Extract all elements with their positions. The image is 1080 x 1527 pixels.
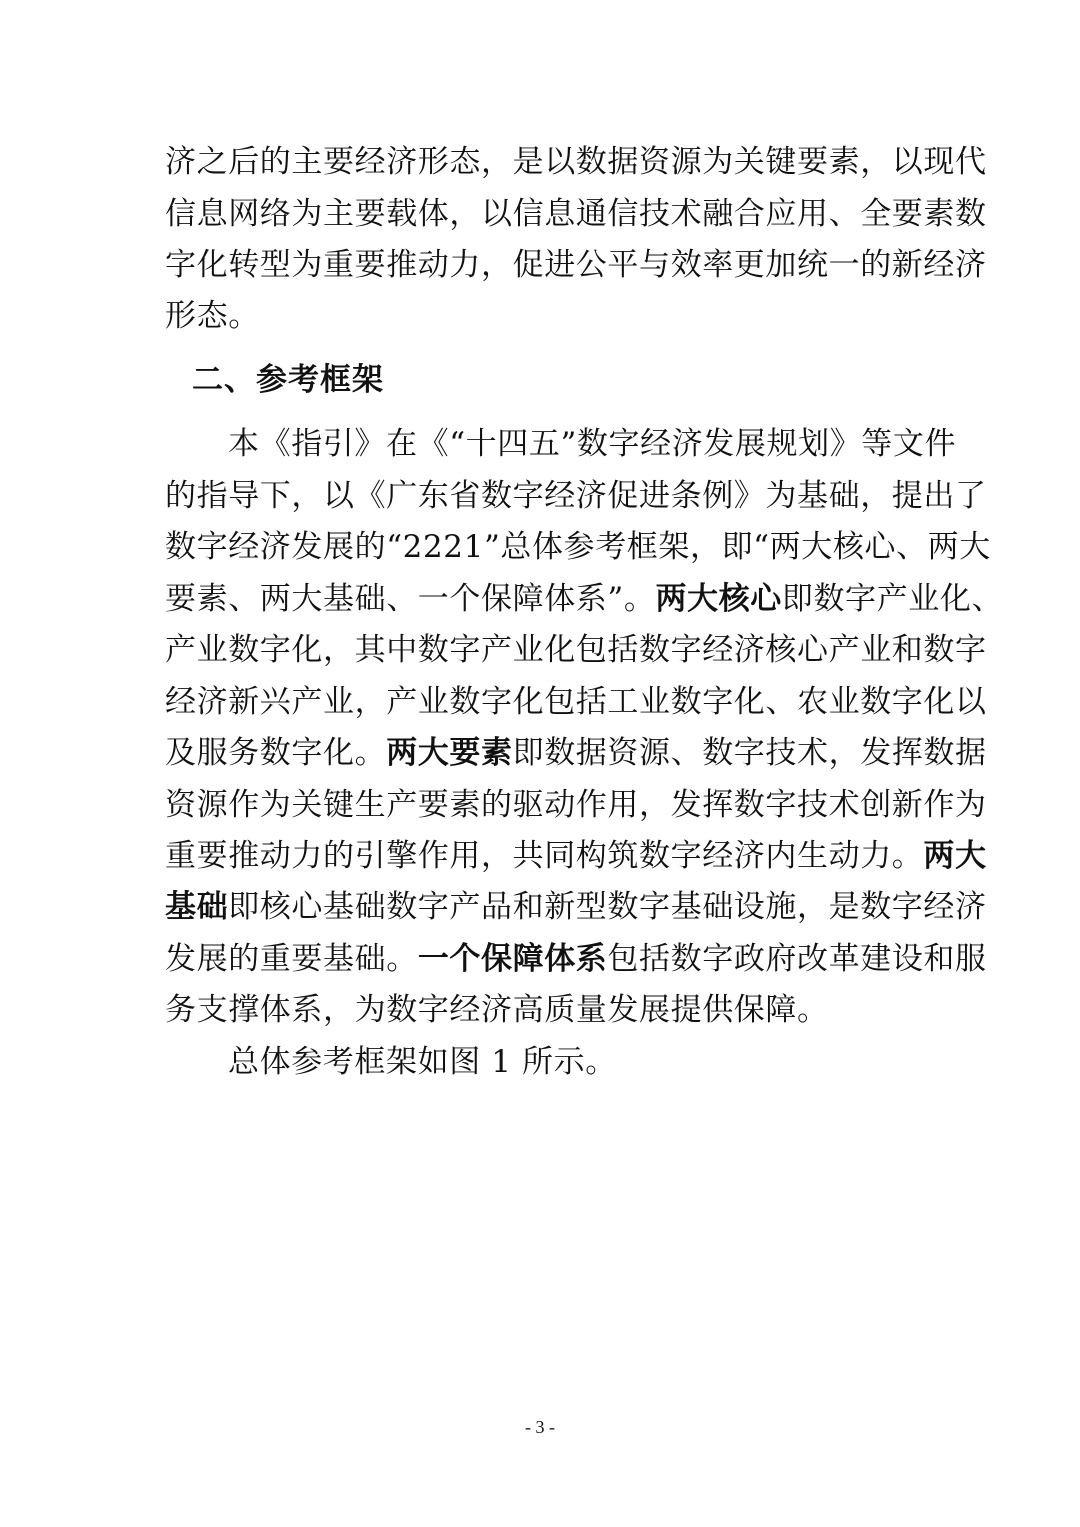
paragraph-line-12: 务支撑体系，为数字经济高质量发展提供保障。 <box>165 992 829 1028</box>
text-segment: 包括数字政府改革建设和服 <box>607 941 987 977</box>
text-segment: 重要推动力的引擎作用，共同构筑数字经济内生动力。 <box>165 838 924 874</box>
paragraph-line-7 <box>165 733 987 773</box>
paragraph-line-6: 经济新兴产业，产业数字化包括工业数字化、农业数字化以 <box>165 684 987 720</box>
paragraph-line-8: 资源作为关键生产要素的驱动作用，发挥数字技术创新作为 <box>165 787 987 823</box>
intro-line-2: 信息网络为主要载体，以信息通信技术融合应用、全要素数 <box>165 196 987 232</box>
section-heading: 二、参考框架 <box>192 362 384 398</box>
bold-term-two-foundations-part-1: 两大 <box>923 838 987 874</box>
intro-line-3: 字化转型为重要推动力，促进公平与效率更加统一的新经济 <box>165 247 987 283</box>
text-segment: 要素、两大基础、一个保障体系”。 <box>165 581 656 617</box>
bold-term-two-cores: 两大核心 <box>655 581 782 617</box>
text-segment: 即数字产业化、 <box>781 581 1004 617</box>
paragraph-line-3: 数字经济发展的“2221”总体参考框架，即“两大核心、两大 <box>165 529 991 565</box>
intro-line-1: 济之后的主要经济形态，是以数据资源为关键要素，以现代 <box>165 144 987 180</box>
bold-term-guarantee-system: 一个保障体系 <box>417 941 608 977</box>
paragraph-line-11 <box>165 939 987 979</box>
text-segment: 即数据资源、数字技术，发挥数据 <box>512 735 987 771</box>
paragraph-line-5: 产业数字化，其中数字产业化包括数字经济核心产业和数字 <box>165 632 987 668</box>
text-segment: 即核心基础数字产品和新型数字基础设施，是数字经济 <box>228 889 987 925</box>
intro-line-4: 形态。 <box>165 298 260 334</box>
paragraph-line-9 <box>165 836 987 876</box>
paragraph-line-10 <box>165 887 987 927</box>
text-segment: 及服务数字化。 <box>165 735 387 771</box>
page-number: - 3 - <box>525 1417 555 1437</box>
paragraph-line-2: 的指导下，以《广东省数字经济促进条例》为基础，提出了 <box>165 478 987 514</box>
bold-term-two-elements: 两大要素 <box>386 735 513 771</box>
text-segment: 发展的重要基础。 <box>165 941 418 977</box>
paragraph-line-1: 本《指引》在《“十四五”数字经济发展规划》等文件 <box>228 426 957 462</box>
bold-term-two-foundations-part-2: 基础 <box>165 889 229 925</box>
closing-line: 总体参考框架如图 1 所示。 <box>228 1044 617 1080</box>
paragraph-line-4 <box>165 579 1004 619</box>
